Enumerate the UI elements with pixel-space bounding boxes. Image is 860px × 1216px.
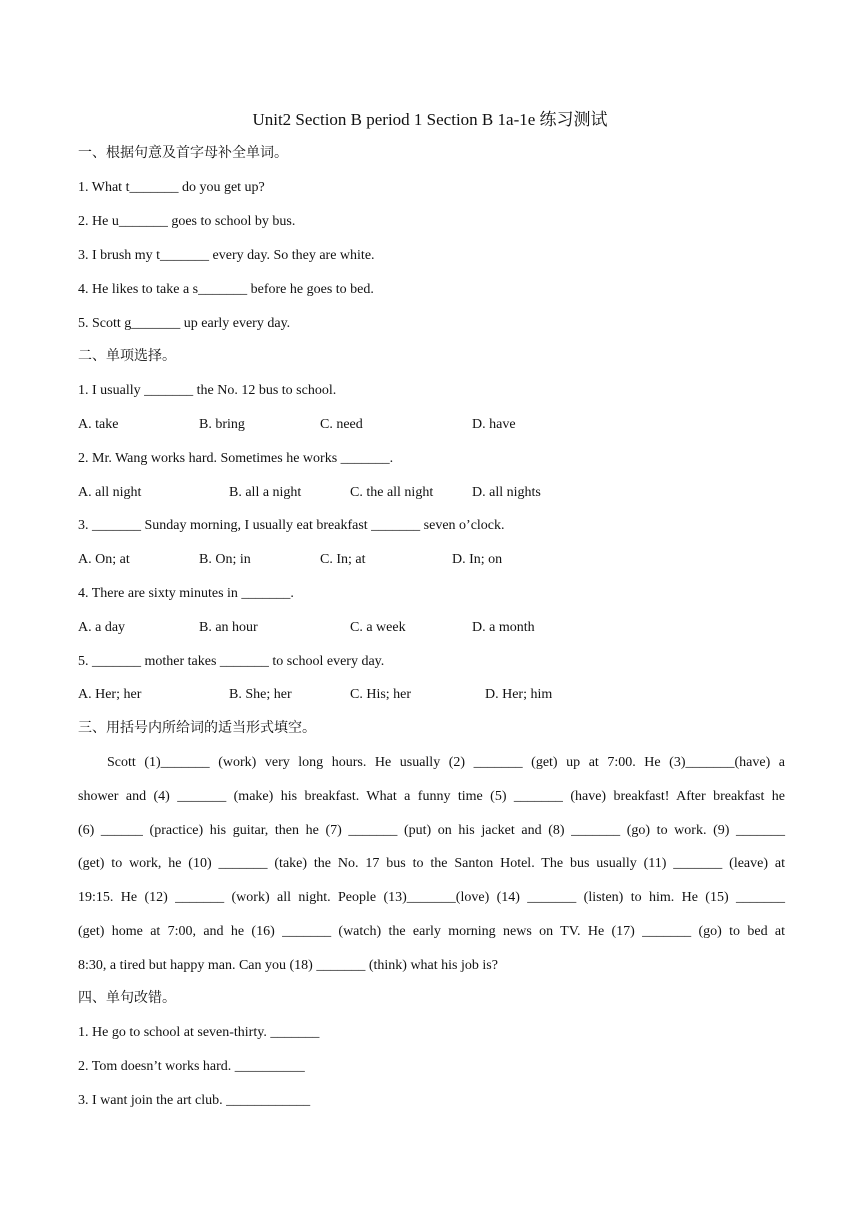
question-3-text: 3. _______ Sunday morning, I usually eat breakfast _______ seven o’clock.	[78, 518, 505, 533]
question-2-text: 2. Mr. Wang works hard. Sometimes he works _______.	[78, 451, 394, 466]
question-3-option-a: A. On; at	[78, 552, 130, 567]
passage-line-1: Scott (1)_______ (work) very long hours. He usually (2) _______ (get) up at 7:00. He (3)_______(have) a	[107, 755, 785, 770]
passage-line-2: shower and (4) _______ (make) his breakfast. What a funny time (5) _______ (have) breakfast! After breakfast he	[78, 789, 785, 804]
question-5-option-c: C. His; her	[350, 687, 412, 702]
passage-line-6: (get) home at 7:00, and he (16) _______ (watch) the early morning news on TV. He (17) _______ (go) to bed at	[78, 924, 785, 939]
question-4-option-a: A. a day	[78, 620, 126, 635]
question-4-text: 4. There are sixty minutes in _______.	[78, 586, 294, 601]
section1-item-5: 5. Scott g_______ up early every day.	[78, 316, 291, 331]
passage-line-5: 19:15. He (12) _______ (work) all night. People (13)_______(love) (14) _______ (listen) to him. He (15) _______	[78, 890, 785, 905]
question-2-option-c: C. the all night	[350, 485, 434, 500]
passage-line-7: 8:30, a tired but happy man. Can you (18) _______ (think) what his job is?	[78, 958, 498, 973]
question-5-text: 5. _______ mother takes _______ to school every day.	[78, 654, 385, 669]
question-5-option-d: D. Her; him	[485, 687, 553, 702]
question-3-option-d: D. In; on	[452, 552, 503, 567]
page-title: Unit2 Section B period 1 Section B 1a-1e 练习测试	[252, 110, 608, 129]
section1-item-2: 2. He u_______ goes to school by bus.	[78, 214, 296, 229]
question-3-option-b: B. On; in	[199, 552, 251, 567]
question-1-option-c: C. need	[320, 417, 363, 432]
section4-item-2: 2. Tom doesn’t works hard. __________	[78, 1059, 305, 1074]
question-5-option-a: A. Her; her	[78, 687, 142, 702]
question-4-option-b: B. an hour	[199, 620, 258, 635]
question-4-option-d: D. a month	[472, 620, 535, 635]
question-1-option-a: A. take	[78, 417, 119, 432]
question-2-option-d: D. all nights	[472, 485, 541, 500]
section4-heading: 四、单句改错。	[78, 991, 176, 1006]
section1-heading: 一、根据句意及首字母补全单词。	[78, 146, 288, 161]
question-2-option-b: B. all a night	[229, 485, 302, 500]
section1-item-1: 1. What t_______ do you get up?	[78, 180, 265, 195]
passage-line-3: (6) ______ (practice) his guitar, then he (7) _______ (put) on his jacket and (8) _______ (go) to work. (9) _______	[78, 823, 785, 838]
section1-item-3: 3. I brush my t_______ every day. So they are white.	[78, 248, 375, 263]
section2-heading: 二、单项选择。	[78, 349, 176, 364]
section1-item-4: 4. He likes to take a s_______ before he goes to bed.	[78, 282, 374, 297]
question-1-option-b: B. bring	[199, 417, 245, 432]
question-2-option-a: A. all night	[78, 485, 142, 500]
question-1-option-d: D. have	[472, 417, 516, 432]
section3-heading: 三、用括号内所给词的适当形式填空。	[78, 721, 316, 736]
question-4-option-c: C. a week	[350, 620, 406, 635]
question-5-option-b: B. She; her	[229, 687, 292, 702]
question-3-option-c: C. In; at	[320, 552, 366, 567]
section4-item-1: 1. He go to school at seven-thirty. _______	[78, 1025, 320, 1040]
passage-line-4: (get) to work, he (10) _______ (take) the No. 17 bus to the Santon Hotel. The bus usually (11) _______ (leave) at	[78, 856, 785, 871]
section4-item-3: 3. I want join the art club. ____________	[78, 1093, 311, 1108]
question-1-text: 1. I usually _______ the No. 12 bus to school.	[78, 383, 337, 398]
